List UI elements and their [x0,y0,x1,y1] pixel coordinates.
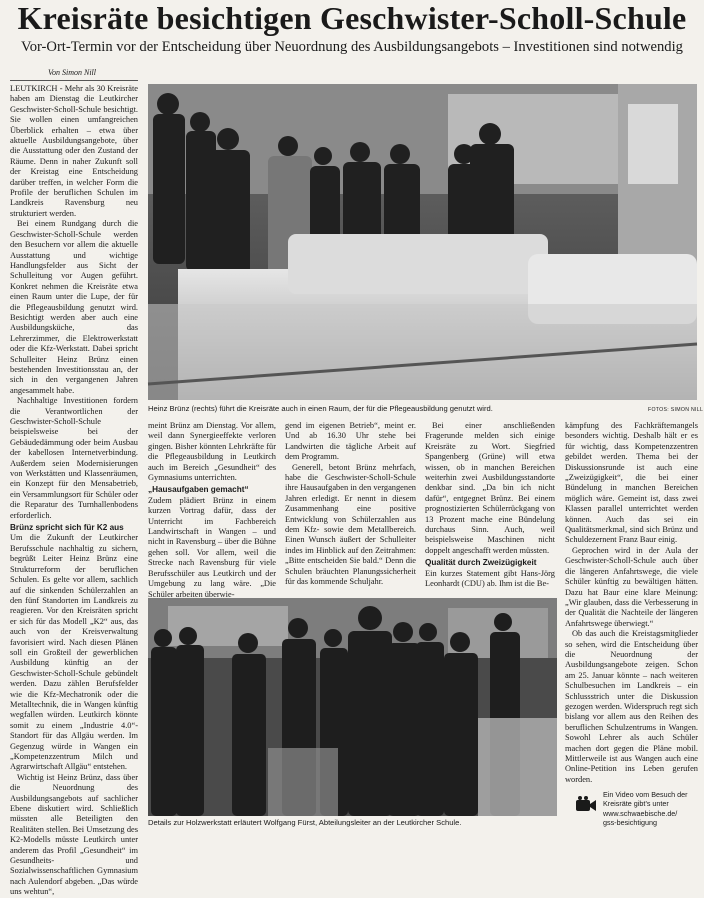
article-column-5 [565,421,698,783]
article-column-3 [285,421,416,591]
photo-woodshop-caption: Details zur Holzwerkstatt erläutert Wolfgang Fürst, Abteilungsleiter an der Leutkircher Schule. [148,818,462,827]
video-camera-icon [575,796,597,814]
video-url-path[interactable]: gss-besichtigung [603,818,657,828]
photo-care-room-caption: Heinz Brünz (rechts) führt die Kreisräte auch in einen Raum, der für die Pflegeausbildung genutzt wird. [148,404,493,413]
paragraph: Wichtig ist Heinz Brünz, dass über die Neuordnung des Ausbildungsangebots auf sachlicher Ebene diskutiert wird. Schließlich müssten alle Beteiligten den Realitäten stellen. Bei Umsetzung des K2-Modells müsste Leutkirch unter anderem das Profil „Gesundheit“ im Gesundheits- und Sozialwissenschaftlichen Gymnasium nach Aulendorf abgeben. „Das würde uns wehtun“, [10,772,138,897]
paragraph: LEUTKIRCH - Mehr als 30 Kreisräte haben am Dienstag die Leutkircher Geschwister-Scholl-Schule besichtigt. Sie wollen einen umfangreichen Überblick erhalten – etwa über aktuelle Ausbildungsangebote, über die Ausstattung oder den Zustand der Räume. Denn in naher Zukunft soll der Kreistag eine Entscheidung darüber treffen, in welcher Form die Profile der beruflichen Schulen im Landkreis Ravensburg neu strukturiert werden. [10,84,138,218]
section-heading: Qualität durch Zweizügigkeit [425,558,537,568]
photo-care-room-image [148,84,697,400]
paragraph: Ein kurzes Statement gibt Hans-Jörg Leonhardt (CDU) ab. Ihm ist die Be- [425,568,555,589]
subheadline: Vor-Ort-Termin vor der Entscheidung über Neuordnung des Ausbildungsangebots – Investitionen sind notwendig [21,39,683,55]
section-heading: „Hausaufgaben gemacht“ [148,485,249,495]
photo-credit: FOTOS: SIMON NILL [648,407,704,413]
paragraph: Bei einer anschließenden Fragerunde melden sich einige Kreisräte zu Wort. Siegfried Spangenberg (Grüne) will etwa wissen, ob in manchen Bereichen weiterhin zwei Ausbildungsstandorte denkbar sind. „Da bin ich nicht dafür“, entgegnet Brünz. Bei einem prognostizierten Schülerrückgang von 13 Prozent mache eine Bündelung durchaus Sinn. Auch, weil beispielsweise Maschinen nicht doppelt angeschafft werden müssten. [425,421,555,555]
paragraph: kämpfung des Fachkräftemangels besonders wichtig. Deshalb hält er es für wichtig, dass Kompetenzzentren gebildet werden. Thema bei der Diskussionsrunde ist auch eine „Zweizügigkeit“, die bei einer Bündelung in manchen Bereichen möglich wäre. Gemeint ist, dass zwei Klassen parallel unterrichtet werden können. Auch das sei ein Qualitätsmerkmal, sind sich Brünz und Schuldezernent Franz Baur einig. [565,421,698,545]
video-url[interactable]: www.schwaebische.de/ [603,808,678,818]
byline-rule [10,80,138,81]
paragraph: Nachhaltige Investitionen fordern die Verantwortlichen der Geschwister-Scholl-Schule beispielsweise bei der Gebäudedämmung oder beim Ausbau der kabellosen Internetverbindung. Außerdem seien Modernisierungen von Werkstätten und Klassenräumen, ein Konzept für den Mensabetrieb, ein Versammlungsort für Schüler oder die Reparatur des Turnhallenbodens erforderlich. [10,396,138,520]
paragraph: gend im eigenen Betrieb“, meint er. Und ab 16.30 Uhr stehe bei Landwirten die tägliche Arbeit auf dem Programm. [285,421,416,462]
article-column-4 [425,421,555,591]
photo-woodshop [148,598,557,816]
section-heading: Brünz spricht sich für K2 aus [10,523,124,533]
video-link-text[interactable] [603,790,701,828]
paragraph: Bei einem Rundgang durch die Geschwister-Scholl-Schule werden den Besuchern vor allem die aktuelle Ausstattung und wichtige Handlungsfelder aus Sicht der Schulleitung vor Augen geführt. Konkret nehmen die Kreisräte etwa einen Raum unter die Lupe, der für die Pflegeausbildung genutzt wird. Besichtigt werden aber auch eine Ausbildungsküche, das Lehrerzimmer, die Elektrowerkstatt oder die Kfz-Werkstatt. Dabei spricht Schulleiter Heinz Brünz einen bestehenden Investitionsstau an, der sich in den vergangenen Jahren angesammelt habe. [10,219,138,395]
paragraph: meint Brünz am Dienstag. Vor allem, weil dann Synergieeffekte verloren gingen. Bisher könnten Lehrkräfte für die Pflegeausbildung in Leutkirch auch im Bereich „Gesundheit“ des Gymnasiums unterrichten. [148,421,276,483]
video-link-box[interactable] [573,788,701,828]
article-column-2 [148,421,276,599]
headline: Kreisräte besichtigen Geschwister-Scholl-Schule [17,0,687,36]
paragraph: Zudem plädiert Brünz in einem kurzen Vortrag dafür, dass der Unterricht im Fachbereich Landwirtschaft in Wangen – und nicht in Ravensburg – über die Bühne gehen soll. Vor allem, weil die Strecke nach Ravensburg für viele Berufsschüler aus Leutkirch und der Umgebung zu lang wäre. „Die Schüler arbeiten überwie- [148,495,276,599]
article-column-1 [10,84,138,897]
video-line-2: Kreisräte gibt’s unter [603,799,669,809]
paragraph: Geprochen wird in der Aula der Geschwister-Scholl-Schule auch über die längeren Anfahrtswege, die viele Schüler künftig zu bewältigen hätten. Dazu hat Baur eine klare Meinung: „Wir glauben, dass die Verbesserung in der Qualität die Nachteile der längeren Anfahrtswege überwiegt.“ [565,545,698,628]
paragraph: Um die Zukunft der Leutkircher Berufsschule nachhaltig zu sichern, begrüßt Leiter Heinz Brünz eine Strukturreform der beruflichen Schulen. Es gelte vor allem, sachlich auf die sinkenden Schülerzahlen an den fünf Standorten im Landkreis zu reagieren. Vor den Kreisräten spricht er sich für das Modell „K2“ aus, das auch von der Kreisverwaltung favorisiert wird. Nach diesen Plänen soll ein Großteil der gewerblichen Ausbildung künftig an der Geschwister-Scholl-Schule gebündelt werden. Dazu zählen Berufsfelder wie die Kfz-Mechatronik oder die Metalltechnik, die in Wangen künftig wegfallen würden. Leutkirch könnte somit zu einem „Industrie 4.0“-Standort für das Allgäu werden. Im Gegenzug würde in Wangen ein „Kompetenzzentrum Milch und Agrarwirtschaft Allgäu“ entstehen. [10,533,138,772]
paragraph: Generell, betont Brünz mehrfach, habe die Geschwister-Scholl-Schule ihre Hausaufgaben in den vergangenen Jahren erledigt. Er nennt in diesem Zusammenhang eine positive Entwicklung von Schülerzahlen aus dem Kfz- sowie dem Metallbereich. Einen Wunsch äußert der Schulleiter indes im Hinblick auf den Zeitrahmen: „Bitte entscheiden Sie bald.“ Denn die Schulen bräuchten Planungssicherheit für das kommende Schuljahr. [285,462,416,587]
paragraph: Ob das auch die Kreistagsmitglieder so sehen, wird die Entscheidung über die Neuordnung der Ausbildungsangebote zeigen. Schon am 25. Januar könnte – nach weiteren Schulbesuchen im Landkreis – ein Schlussstrich unter die Diskussion gezogen werden. Widerspruch regt sich bislang vor allem aus den Reihen des beruflichen Schulzentrums in Wangen. Sowohl Lehrer als auch Schüler machen dort gegen die Pläne mobil. Mittlerweile ist aus Wangen auch eine Online-Petition ins Leben gerufen worden. [565,629,698,784]
photo-woodshop-image [148,598,557,816]
video-line-1: Ein Video vom Besuch der [603,790,688,799]
byline: Von Simon Nill [48,68,97,77]
photo-care-room [148,84,697,400]
